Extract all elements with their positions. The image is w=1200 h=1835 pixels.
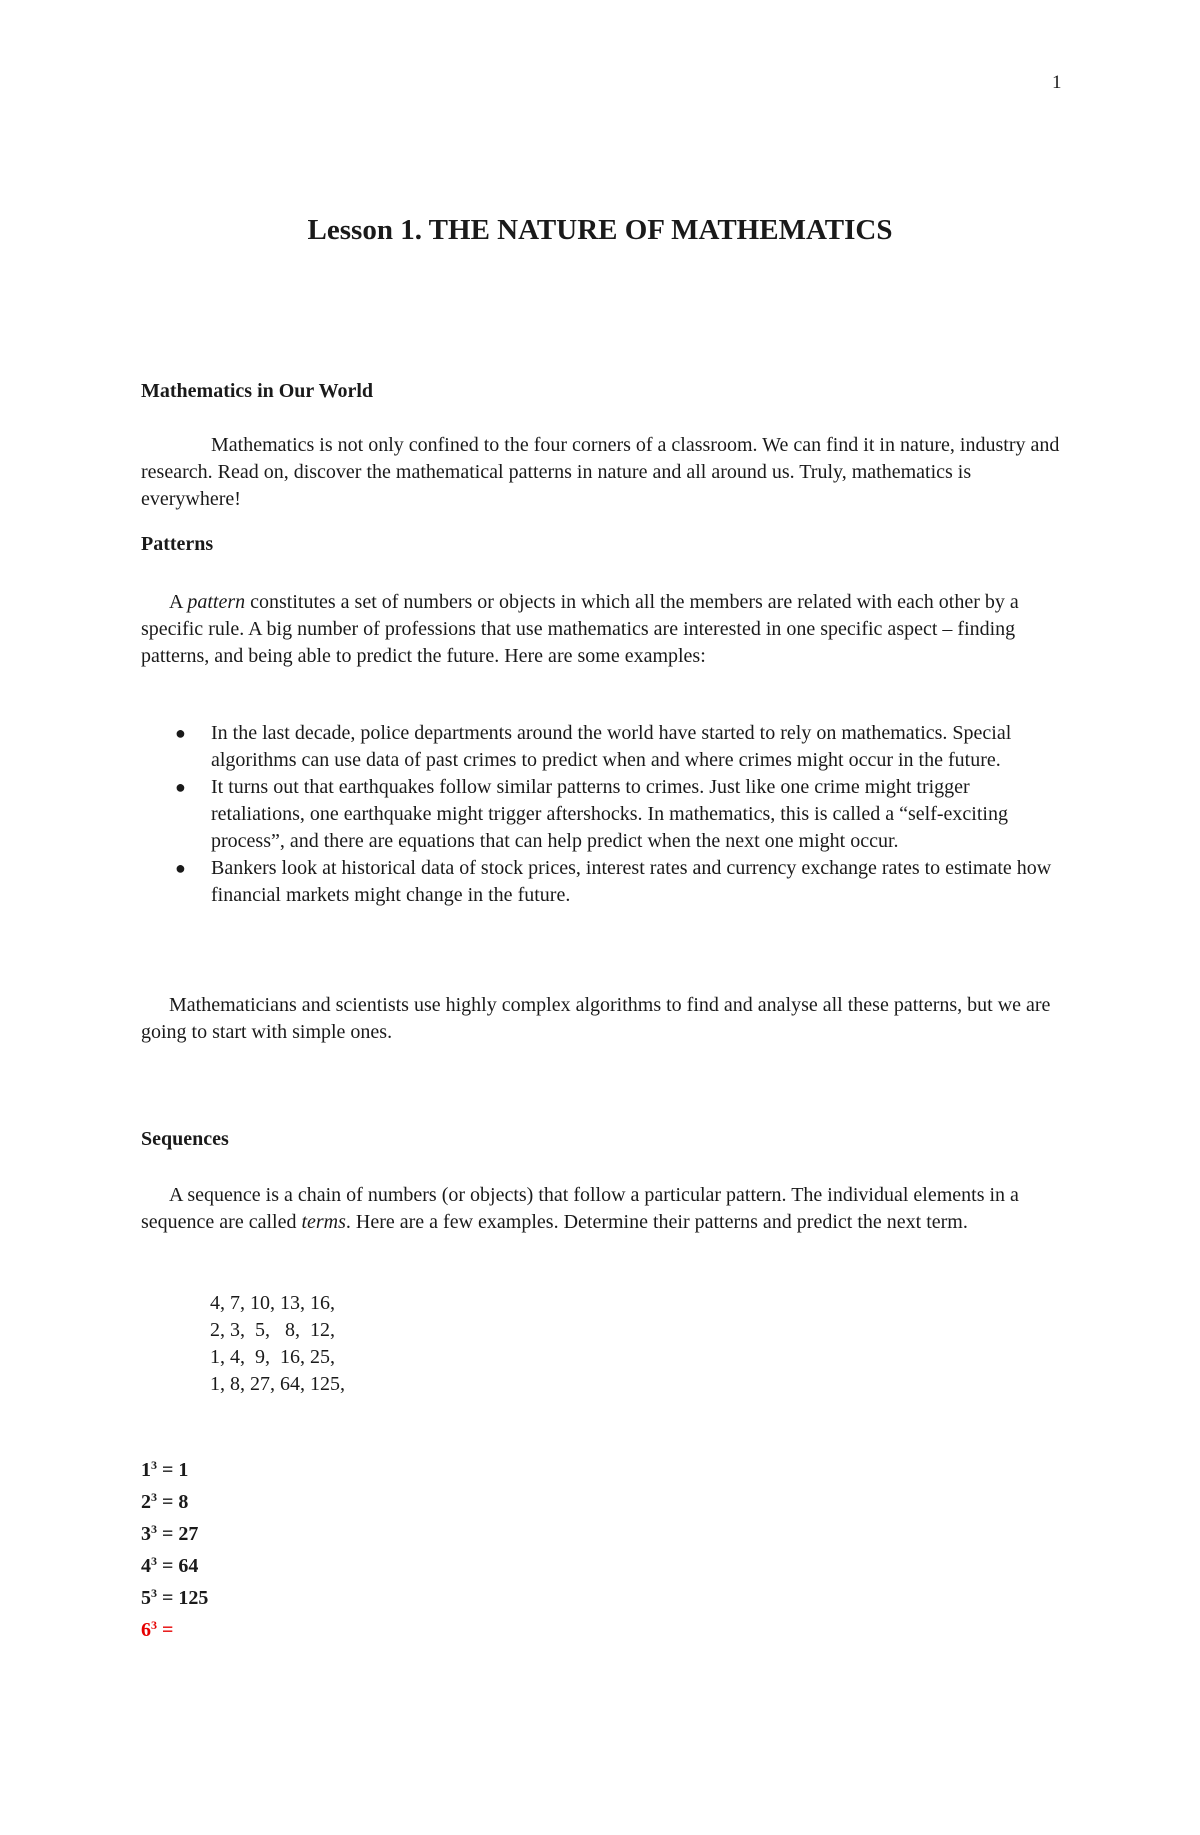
power-base: 2 <box>141 1491 151 1513</box>
power-exponent: 3 <box>151 1522 157 1536</box>
intro-text-a: A <box>169 591 188 613</box>
section-heading-patterns: Patterns <box>141 533 214 555</box>
power-row <box>141 1516 208 1548</box>
power-row <box>141 1580 208 1612</box>
power-base: 5 <box>141 1587 151 1609</box>
paragraph-math-world: Mathematics is not only confined to the four corners of a classroom. We can find it in nature, industry and research. Read on, discover the mathematical patterns in nature and all around us. Truly, mathematics is everywhere! <box>141 434 1060 510</box>
list-item <box>141 720 1061 774</box>
bullet-icon: ● <box>175 723 186 743</box>
sequence-examples <box>210 1290 345 1398</box>
list-item <box>141 855 1061 909</box>
power-row <box>141 1484 208 1516</box>
list-item-text: It turns out that earthquakes follow similar patterns to crimes. Just like one crime might trigger retaliations, one earthquake might trigger aftershocks. In mathematics, this is called a “self-exciting process”, and there are equations that can help predict when the next one might occur. <box>211 776 1008 852</box>
paragraph-patterns-closing: Mathematicians and scientists use highly complex algorithms to find and analyse all these patterns, but we are going to start with simple ones. <box>141 994 1051 1043</box>
sequence-row: 1, 4, 9, 16, 25, <box>210 1346 335 1368</box>
list-item <box>141 774 1061 855</box>
power-base: 4 <box>141 1555 151 1577</box>
cube-powers-list <box>141 1452 208 1644</box>
sequence-row: 2, 3, 5, 8, 12, <box>210 1319 335 1341</box>
power-base: 1 <box>141 1459 151 1481</box>
power-result: = 1 <box>157 1459 189 1481</box>
examples-list <box>141 720 1061 909</box>
power-result: = 8 <box>157 1491 189 1513</box>
power-row <box>141 1452 208 1484</box>
sequence-row: 4, 7, 10, 13, 16, <box>210 1292 335 1314</box>
power-row <box>141 1548 208 1580</box>
bullet-icon: ● <box>175 777 186 797</box>
power-base: 3 <box>141 1523 151 1545</box>
power-exponent: 3 <box>151 1554 157 1568</box>
power-result: = 27 <box>157 1523 199 1545</box>
list-item-text: In the last decade, police departments around the world have started to rely on mathematics. Special algorithms can use data of past crimes to predict when and where crimes might occur in the future. <box>211 722 1012 771</box>
power-exponent: 3 <box>151 1458 157 1472</box>
bullet-icon: ● <box>175 858 186 878</box>
pattern-term: pattern <box>187 591 246 613</box>
power-result: = <box>157 1619 174 1641</box>
lesson-title: Lesson 1. THE NATURE OF MATHEMATICS <box>307 214 893 246</box>
page-number: 1 <box>1052 72 1062 93</box>
seq-intro-text-b: . Here are a few examples. Determine their patterns and predict the next term. <box>345 1211 968 1233</box>
terms-term: terms <box>301 1211 346 1233</box>
intro-text-b: constitutes a set of numbers or objects in which all the members are related with each other by a specific rule. A big number of professions that use mathematics are interested in one specific aspect – finding patterns, and being able to predict the future. Here are some examples: <box>141 591 1019 667</box>
sequence-row: 1, 8, 27, 64, 125, <box>210 1373 345 1395</box>
section-heading-sequences: Sequences <box>141 1128 229 1150</box>
power-result: = 125 <box>157 1587 209 1609</box>
paragraph-sequences-intro <box>141 1182 1061 1236</box>
power-exponent: 3 <box>151 1586 157 1600</box>
power-exponent: 3 <box>151 1618 157 1632</box>
power-exponent: 3 <box>151 1490 157 1504</box>
power-result: = 64 <box>157 1555 199 1577</box>
list-item-text: Bankers look at historical data of stock prices, interest rates and currency exchange rates to estimate how financial markets might change in the future. <box>211 857 1052 906</box>
power-base: 6 <box>141 1619 151 1641</box>
power-row-unanswered <box>141 1612 208 1644</box>
paragraph-patterns-intro <box>141 589 1061 670</box>
section-heading-math-world: Mathematics in Our World <box>141 380 374 402</box>
seq-intro-text-a: A sequence is a chain of numbers (or objects) that follow a particular pattern. The individual elements in a sequence are called <box>141 1184 1019 1233</box>
